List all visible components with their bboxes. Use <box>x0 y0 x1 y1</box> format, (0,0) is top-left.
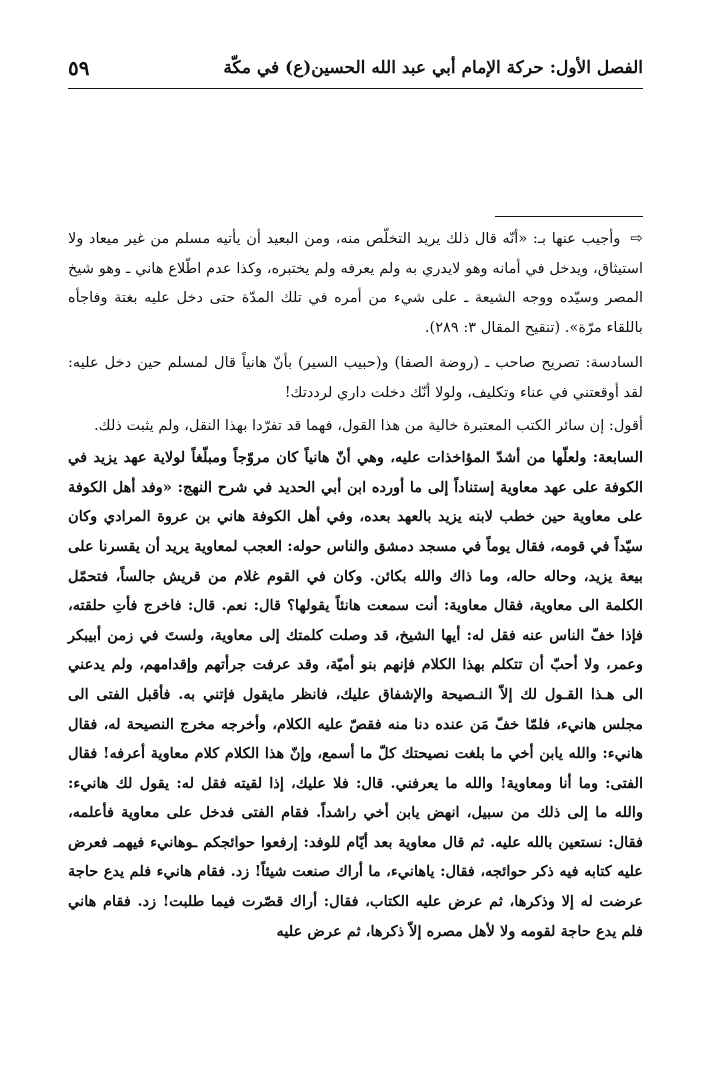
chapter-title: الفصل الأول: حركة الإمام أبي عبد الله الحسين(ع) في مكّة <box>223 58 643 78</box>
page-number: ٥٩ <box>68 56 90 80</box>
running-header <box>68 48 643 89</box>
continuation-arrow-icon: ⇨ <box>630 229 643 247</box>
footnote-separator <box>495 216 643 217</box>
paragraph-text: وأجيب عنها بـ: «أنّه قال ذلك يريد التخلّص منه، ومن البعيد أن يأتيه مسلم من غير ميعاد ولا استيثاق، ويدخل في أمانه وهو لايدري به ولم يعرفه ولم يختبره، وكذا عدم اطّلاع هاني ـ وهو شيخ المصر وسيّده ووجه الشيعة ـ على شيء من أمره في تلك المدّة حتى دخل عليه بغتة وفاجأه باللقاء مرّة». (تنقيح المقال ٣: ٢٨٩). <box>68 230 643 336</box>
footnote-body <box>68 224 643 946</box>
paragraph-objection-reply <box>68 224 643 342</box>
paragraph-sixth: السادسة: تصريح صاحب ـ (روضة الصفا) و(حبيب السير) بأنّ هانياً قال لمسلم حين دخل عليه: لقد أوقعتني في عناء وتكليف، ولولا أنّك دخلت داري لرددتك! <box>68 354 643 401</box>
paragraph-comment: أقول: إن سائر الكتب المعتبرة خالية من هذا القول، فهما قد تفرّدا بهذا النقل، ولم يثبت ذلك. <box>94 416 643 434</box>
paragraph-seventh: السابعة: ولعلّها من أشدّ المؤاخذات عليه، وهي أنّ هانياً كان مروّجاً ومبلّغاً لولاية عهد يزيد في الكوفة على عهد معاوية إستناداً إلى ما أورده ابن أبي الحديد في شرح النهج: «وفد أهل الكوفة على معاوية حين خطب لابنه يزيد بالعهد بعده، وفي أهل الكوفة هاني بن عروة المرادي وكان سيّداً في قومه، فقال يوماً في مسجد دمشق والناس حوله: العجب لمعاوية يريد أن يقسرنا على بيعة يزيد، وحاله حاله، وما ذاك والله بكائن. وكان في القوم غلام من قريش جالساً، فتحمّل الكلمة الى معاوية، فقال معاوية: أنت سمعت هانئاً يقولها؟ قال: نعم. قال: فاخرج فأتِ حلقته، فإذا خفّ الناس عنه فقل له: أيها الشيخ، قد وصلت كلمتك إلى معاوية، ولستَ في زمن أبيبكر وعمر، ولا أحبّ أن تتكلم بهذا الكلام فإنهم بنو أميّة، وقد عرفت جرأتهم وإقدامهم، ولم يدعني الى هـذا القـول لك إلاّ النـصيحة والإشفاق عليك، فانظر مايقول فإتني به. فأقبل الفتى الى مجلس هانيء، فلمّا خفّ مَن عنده دنا منه فقصّ عليه الكلام، وأخرجه مخرج النصيحة له، فقال هانيء: والله يابن أخي ما بلغت نصيحتك كلّ ما أسمع، وإنّ هذا الكلام كلام معاوية أعرفه! فقال الفتى: وما أنا ومعاوية! والله ما يعرفني. قال: فلا عليك، إذا لقيته فقل له: يقول لك هانيء: والله ما إلى ذلك من سبيل، انهض يابن أخي راشداً. فقام الفتى فدخل على معاوية فأعلمه، فقال: نستعين بالله عليه. ثم قال معاوية بعد أيّام للوفد: إرفعوا حوائجكم ـوهانيء فيهمـ فعرض عليه كتابه فيه ذكر حوائجه، فقال: ياهانيء، ما أراك صنعت شيئاً! زد. فقام هانيء فلم يدع حاجة عرضت له إلا وذكرها، ثم عرض عليه الكتاب، فقال: أراك قصّرت فيما طلبت! زد. فقام هاني فلم يدع حاجة لقومه ولا لأهل مصره إلاّ ذكرها، ثم عرض عليه <box>68 449 643 940</box>
